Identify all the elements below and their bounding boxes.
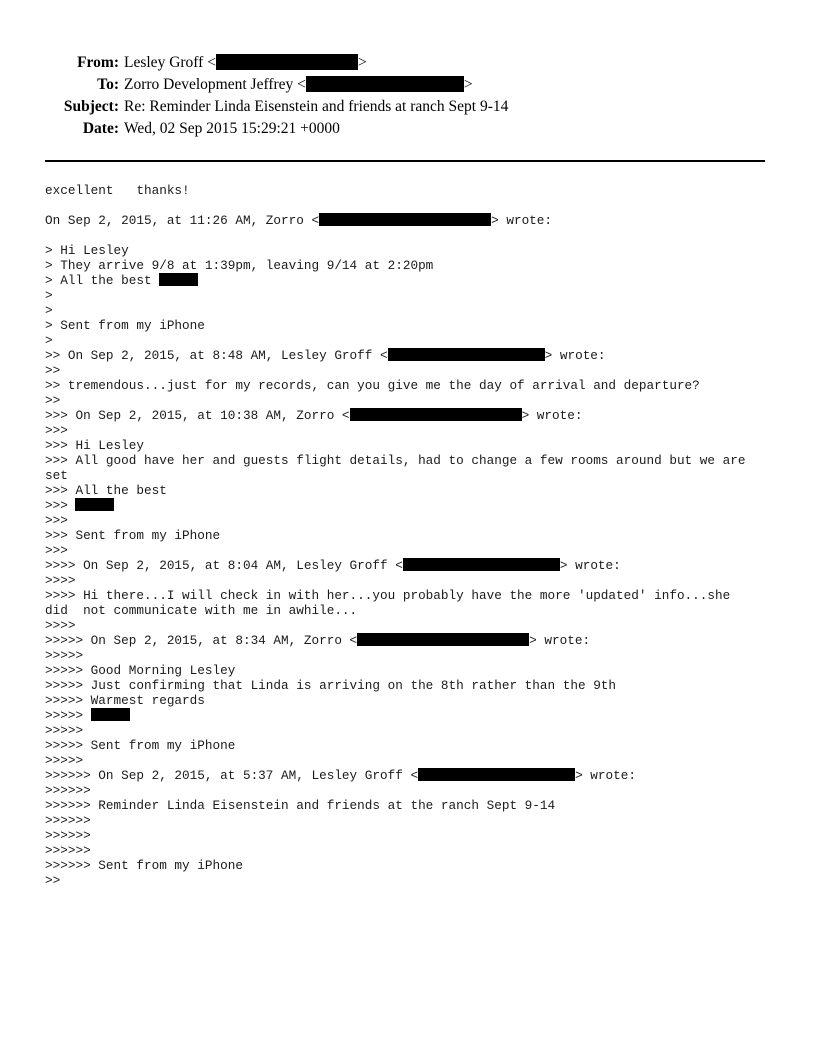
body-line: >>>>>> Sent from my iPhone [45,858,243,873]
quote-header: >>>>>> On Sep 2, 2015, at 5:37 AM, Lesley Groff < > wrote: [45,768,636,783]
date-row [0,118,816,140]
body-line: excellent thanks! [45,183,190,198]
body-line: >>>>> Good Morning Lesley [45,663,236,678]
body-line: >> [45,363,61,378]
from-row [0,52,816,74]
body-line: >>>> [45,573,76,588]
body-line: >> [45,873,61,888]
body-line: >>> [45,423,68,438]
redacted-email [418,768,575,781]
body-line: > Sent from my iPhone [45,318,205,333]
body-line: >> tremendous...just for my records, can you give me the day of arrival and departure? [45,378,700,393]
subject-value: Re: Reminder Linda Eisenstein and friends at ranch Sept 9-14 [124,98,509,115]
date-value: Wed, 02 Sep 2015 15:29:21 +0000 [124,120,340,137]
redacted-email [306,76,464,92]
body-line: >>> [45,498,773,513]
from-name: Lesley Groff [124,54,204,71]
to-name: Zorro Development Jeffrey [124,76,294,93]
body-line: >>>> Hi there...I will check in with her...you probably have the more 'updated' info...she [45,588,731,603]
redacted-email [357,633,529,646]
body-line: >>> Sent from my iPhone [45,528,221,543]
redacted-name [75,498,114,511]
quote-header: >>>>> On Sep 2, 2015, at 8:34 AM, Zorro < > wrote: [45,633,591,648]
body-line: > All the best [45,273,773,288]
to-value: Zorro Development Jeffrey < > [124,76,473,93]
body-line: >>>> [45,618,76,633]
quote-header: >>> On Sep 2, 2015, at 10:38 AM, Zorro < > wrote: [45,408,583,423]
body-line: >>>>>> [45,813,91,828]
body-line: >>>>>> Reminder Linda Eisenstein and friends at the ranch Sept 9-14 [45,798,556,813]
body-line: >> [45,393,61,408]
body-line: >>>>>> [45,783,91,798]
body-line: >>>>> [45,753,84,768]
body-line: > Hi Lesley [45,243,129,258]
from-value: Lesley Groff < > [124,54,367,71]
redacted-name [91,708,130,721]
body-line: >>> [45,543,68,558]
body-line: >>> Hi Lesley [45,438,144,453]
redacted-email [216,54,358,70]
body-line: >>>>> Sent from my iPhone [45,738,236,753]
quote-header: On Sep 2, 2015, at 11:26 AM, Zorro < > wrote: [45,213,553,228]
to-row [0,74,816,96]
message-body [45,183,773,888]
body-line: > [45,303,53,318]
body-line: > [45,288,53,303]
body-line: >>> All good have her and guests flight details, had to change a few rooms around but we are [45,453,746,468]
body-line: >>>>>> [45,828,91,843]
redacted-email [319,213,491,226]
redacted-name [159,273,198,286]
body-line: > They arrive 9/8 at 1:39pm, leaving 9/14 at 2:20pm [45,258,434,273]
blank-line [45,228,773,243]
to-label: To: [97,76,119,93]
redacted-email [350,408,522,421]
quote-header: >> On Sep 2, 2015, at 8:48 AM, Lesley Groff < > wrote: [45,348,606,363]
body-line: >>>>>> [45,843,91,858]
body-line: >>>>> [45,648,84,663]
body-line: did not communicate with me in awhile... [45,603,358,618]
body-line: > [45,333,53,348]
header-divider [45,160,765,162]
body-line: >>>>> [45,708,773,723]
subject-label: Subject: [63,98,119,115]
redacted-email [388,348,545,361]
quote-header: >>>> On Sep 2, 2015, at 8:04 AM, Lesley Groff < > wrote: [45,558,621,573]
body-line: >>> All the best [45,483,167,498]
from-label: From: [77,54,119,71]
body-line: >>> [45,513,68,528]
redacted-email [403,558,560,571]
blank-line [45,198,773,213]
date-label: Date: [82,120,119,137]
body-line: >>>>> Warmest regards [45,693,205,708]
body-line: set [45,468,68,483]
body-line: >>>>> Just confirming that Linda is arriving on the 8th rather than the 9th [45,678,617,693]
body-line: >>>>> [45,723,84,738]
subject-row [0,96,816,118]
